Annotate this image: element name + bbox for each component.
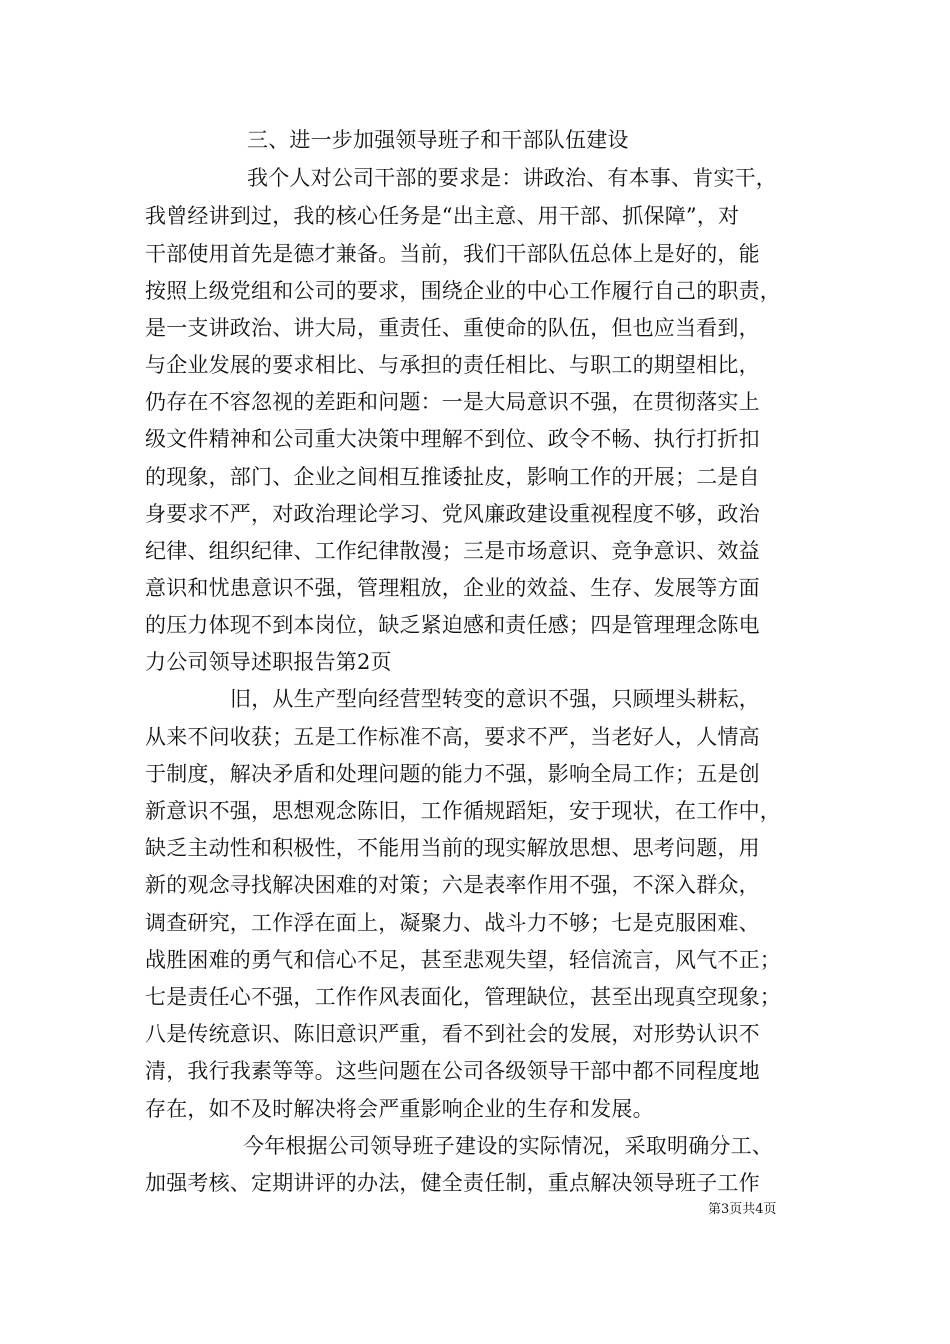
- paragraph-line: 的现象，部门、企业之间相互推诿扯皮，影响工作的开展；二是自: [145, 465, 760, 489]
- paragraph-line: 清，我行我素等等。这些问题在公司各级领导干部中都不同程度地: [145, 1059, 760, 1083]
- paragraph-line: 加强考核、定期讲评的办法，健全责任制，重点解决领导班子工作: [145, 1171, 760, 1195]
- paragraph-line: 旧，从生产型向经营型转变的意识不强，只顾埋头耕耘，: [230, 687, 760, 711]
- paragraph-line: 意识和忧患意识不强，管理粗放，企业的效益、生存、发展等方面: [145, 576, 760, 600]
- paragraph-line: 的压力体现不到本岗位，缺乏紧迫感和责任感；四是管理理念陈电: [145, 613, 760, 637]
- paragraph-line: 七是责任心不强，工作作风表面化，管理缺位，甚至出现真空现象；: [145, 985, 781, 1009]
- paragraph-line: 战胜困难的勇气和信心不足，甚至悲观失望，轻信流言，风气不正；: [145, 948, 781, 972]
- paragraph-line: 纪律、组织纪律、工作纪律散漫；三是市场意识、竞争意识、效益: [145, 539, 760, 563]
- paragraph-line: 调查研究，工作浮在面上，凝聚力、战斗力不够；七是克服困难、: [145, 911, 760, 935]
- paragraph-line: 八是传统意识、陈旧意识严重，看不到社会的发展，对形势认识不: [145, 1022, 760, 1046]
- paragraph-line: 存在，如不及时解决将会严重影响企业的生存和发展。: [145, 1097, 654, 1121]
- paragraph-line: 新的观念寻找解决困难的对策；六是表率作用不强，不深入群众，: [145, 873, 760, 897]
- paragraph-line: 于制度，解决矛盾和处理问题的能力不强，影响全局工作；五是创: [145, 762, 760, 786]
- paragraph-line: 干部使用首先是德才兼备。当前，我们干部队伍总体上是好的，能: [145, 242, 760, 266]
- paragraph-line: 与企业发展的要求相比、与承担的责任相比、与职工的期望相比，: [145, 353, 760, 377]
- section-heading: 三、进一步加强领导班子和干部队伍建设: [247, 128, 629, 152]
- paragraph-line: 级文件精神和公司重大决策中理解不到位、政令不畅、执行打折扣: [145, 427, 760, 451]
- page-number-footer: 第3页共4页: [708, 1202, 777, 1217]
- paragraph-line: 从来不问收获；五是工作标准不高，要求不严，当老好人，人情高: [145, 725, 760, 749]
- paragraph-line: 缺乏主动性和积极性，不能用当前的现实解放思想、思考问题，用: [145, 836, 760, 860]
- paragraph-line: 我曾经讲到过，我的核心任务是“出主意、用干部、抓保障”，对: [145, 204, 740, 228]
- paragraph-line: 身要求不严，对政治理论学习、党风廉政建设重视程度不够，政治: [145, 502, 760, 526]
- paragraph-line: 是一支讲政治、讲大局，重责任、重使命的队伍，但也应当看到，: [145, 316, 760, 340]
- paragraph-line: 力公司领导述职报告第2页: [145, 650, 392, 674]
- paragraph-line: 我个人对公司干部的要求是：讲政治、有本事、肯实干，: [247, 166, 777, 190]
- paragraph-line: 仍存在不容忽视的差距和问题：一是大局意识不强，在贯彻落实上: [145, 390, 760, 414]
- paragraph-line: 新意识不强，思想观念陈旧，工作循规蹈矩，安于现状，在工作中，: [145, 799, 781, 823]
- paragraph-line: 按照上级党组和公司的要求，围绕企业的中心工作履行自己的职责，: [145, 279, 781, 303]
- paragraph-line: 今年根据公司领导班子建设的实际情况，采取明确分工、: [243, 1134, 773, 1158]
